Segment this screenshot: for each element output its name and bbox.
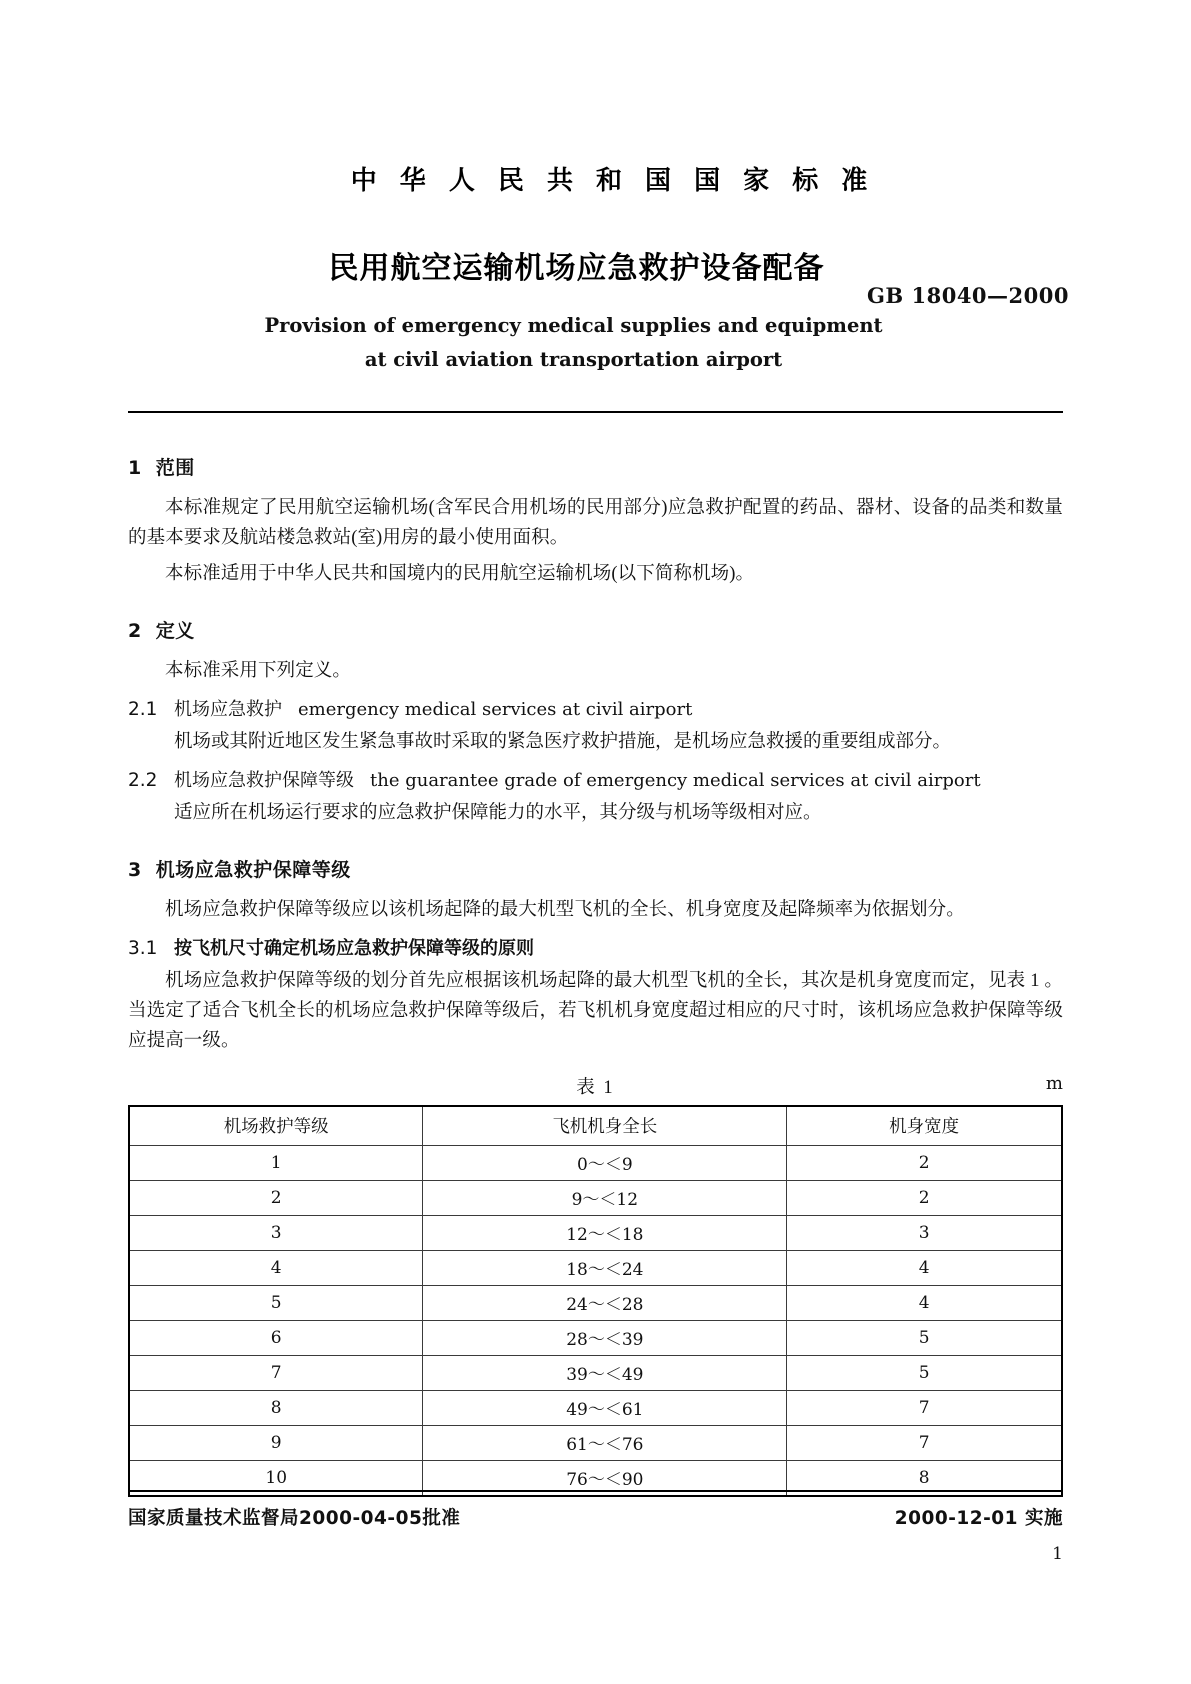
table-1-body: [129, 1145, 1062, 1496]
table-cell-fuselage-width: 4: [787, 1250, 1062, 1285]
definition-2-2-number: 2.2: [128, 770, 158, 792]
section-title-3: 机场应急救护保障等级: [155, 859, 351, 881]
table-row: [129, 1180, 1062, 1215]
table-cell-fuselage-width: 5: [787, 1355, 1062, 1390]
table-cell-grade: 6: [129, 1320, 423, 1355]
table-cell-fuselage-length: 9～＜12: [423, 1180, 787, 1215]
document-title-chinese: 民用航空运输机场应急救护设备配备: [328, 251, 825, 286]
definition-2-2-header: [128, 766, 1063, 797]
table-cell-fuselage-length: 24～＜28: [423, 1285, 787, 1320]
section-1-paragraph-1: 本标准规定了民用航空运输机场(含军民合用机场的民用部分)应急救护配置的药品、器材、设备的品类和数量的基本要求及航站楼急救站(室)用房的最小使用面积。: [128, 498, 1063, 549]
table-row: [129, 1145, 1062, 1180]
footer-divider-rule: [128, 1490, 1063, 1492]
table-cell-fuselage-length: 12～＜18: [423, 1215, 787, 1250]
definition-2-2-body: 适应所在机场运行要求的应急救护保障能力的水平，其分级与机场等级相对应。: [174, 803, 822, 824]
table-cell-grade: 1: [129, 1145, 423, 1180]
definition-2-2-term: 机场应急救护保障等级: [174, 770, 354, 792]
section-number-3: 3: [128, 859, 142, 881]
table-row: [129, 1215, 1062, 1250]
table-cell-fuselage-length: 18～＜24: [423, 1250, 787, 1285]
section-3-paragraph-1: 机场应急救护保障等级应以该机场起降的最大机型飞机的全长、机身宽度及起降频率为依据划分。: [165, 900, 965, 920]
table-cell-grade: 2: [129, 1180, 423, 1215]
page-number: 1: [1052, 1544, 1063, 1564]
title-block: [128, 243, 1069, 377]
section-number-2: 2: [128, 620, 142, 643]
table-cell-fuselage-width: 8: [787, 1460, 1062, 1496]
table-column-header-grade: 机场救护等级: [129, 1106, 423, 1146]
section-heading-2: [128, 616, 1063, 643]
table-cell-fuselage-length: 49～＜61: [423, 1390, 787, 1425]
table-cell-fuselage-width: 2: [787, 1145, 1062, 1180]
definition-2-1-term: 机场应急救护: [174, 699, 282, 721]
table-cell-fuselage-length: 61～＜76: [423, 1425, 787, 1460]
table-1-caption: 表 1: [576, 1077, 615, 1098]
document-body: [128, 453, 1063, 1497]
definition-2-1-english: emergency medical services at civil airport: [298, 699, 693, 721]
table-cell-grade: 4: [129, 1250, 423, 1285]
table-1-airport-rescue-grades: [128, 1105, 1063, 1497]
table-1-head: [129, 1106, 1062, 1146]
table-row: [129, 1250, 1062, 1285]
definition-2-1-number: 2.1: [128, 699, 158, 721]
table-cell-fuselage-width: 5: [787, 1320, 1062, 1355]
document-title-english: [84, 309, 1063, 377]
table-cell-grade: 10: [129, 1460, 423, 1496]
standard-code: GB 18040—2000: [866, 283, 1069, 308]
section-number-1: 1: [128, 457, 142, 480]
table-cell-fuselage-length: 28～＜39: [423, 1320, 787, 1355]
table-row: [129, 1320, 1062, 1355]
table-cell-fuselage-width: 4: [787, 1285, 1062, 1320]
table-cell-grade: 3: [129, 1215, 423, 1250]
section-1-paragraph-2: 本标准适用于中华人民共和国境内的民用航空运输机场(以下简称机场)。: [165, 564, 755, 585]
table-column-header-width: 机身宽度: [787, 1106, 1062, 1146]
table-cell-fuselage-length: 39～＜49: [423, 1355, 787, 1390]
english-title-line-2: at civil aviation transportation airport: [364, 348, 783, 372]
table-row: [129, 1355, 1062, 1390]
definition-2-1-body: 机场或其附近地区发生紧急事故时采取的紧急医疗救护措施，是机场应急救援的重要组成部分。: [174, 732, 952, 753]
table-row: [129, 1285, 1062, 1320]
table-1-unit: m: [1045, 1072, 1063, 1094]
table-row: [129, 1425, 1062, 1460]
footer-effective-date: 2000-12-01 实施: [894, 1508, 1063, 1529]
definition-2-2-english: the guarantee grade of emergency medical services at civil airport: [370, 770, 981, 792]
table-cell-fuselage-length: 76～＜90: [423, 1460, 787, 1496]
section-title-2: 定义: [155, 620, 195, 643]
table-1-caption-row: [128, 1073, 1063, 1099]
section-heading-3: [128, 855, 1063, 882]
subsection-3-1-paragraph-1: 机场应急救护保障等级的划分首先应根据该机场起降的最大机型飞机的全长，其次是机身宽度而定，见表 1 。当选定了适合飞机全长的机场应急救护保障等级后，若飞机机身宽度超过相应的尺寸时，该机场应急救护保障等级应提高一级。: [128, 970, 1063, 1051]
english-title-line-1: Provision of emergency medical supplies and equipment: [264, 314, 883, 337]
subsection-title-3-1: 按飞机尺寸确定机场应急救护保障等级的原则: [174, 937, 534, 959]
national-standard-label: 中 华 人 民 共 和 国 国 家 标 准: [350, 166, 875, 196]
table-cell-fuselage-width: 2: [787, 1180, 1062, 1215]
section-2-paragraph-1: 本标准采用下列定义。: [165, 661, 352, 682]
subsection-number-3-1: 3.1: [128, 937, 158, 959]
document-masthead: [128, 0, 1069, 413]
section-heading-1: [128, 453, 1063, 480]
table-row: [129, 1390, 1062, 1425]
section-title-1: 范围: [155, 457, 195, 480]
footer-approval-text: 国家质量技术监督局2000-04-05批准: [128, 1508, 461, 1529]
definition-2-1-header: [128, 695, 1063, 726]
footer-content-row: [128, 1504, 1063, 1530]
page-footer: [128, 1490, 1063, 1564]
table-column-header-length: 飞机机身全长: [423, 1106, 787, 1146]
table-cell-fuselage-width: 7: [787, 1390, 1062, 1425]
table-cell-grade: 8: [129, 1390, 423, 1425]
table-cell-grade: 9: [129, 1425, 423, 1460]
table-cell-fuselage-length: 0～＜9: [423, 1145, 787, 1180]
table-header-row: [129, 1106, 1062, 1146]
header-divider-rule: [128, 411, 1063, 413]
subsection-heading-3-1: [128, 934, 1063, 965]
table-cell-fuselage-width: 3: [787, 1215, 1062, 1250]
table-cell-grade: 7: [129, 1355, 423, 1390]
table-cell-fuselage-width: 7: [787, 1425, 1062, 1460]
table-cell-grade: 5: [129, 1285, 423, 1320]
